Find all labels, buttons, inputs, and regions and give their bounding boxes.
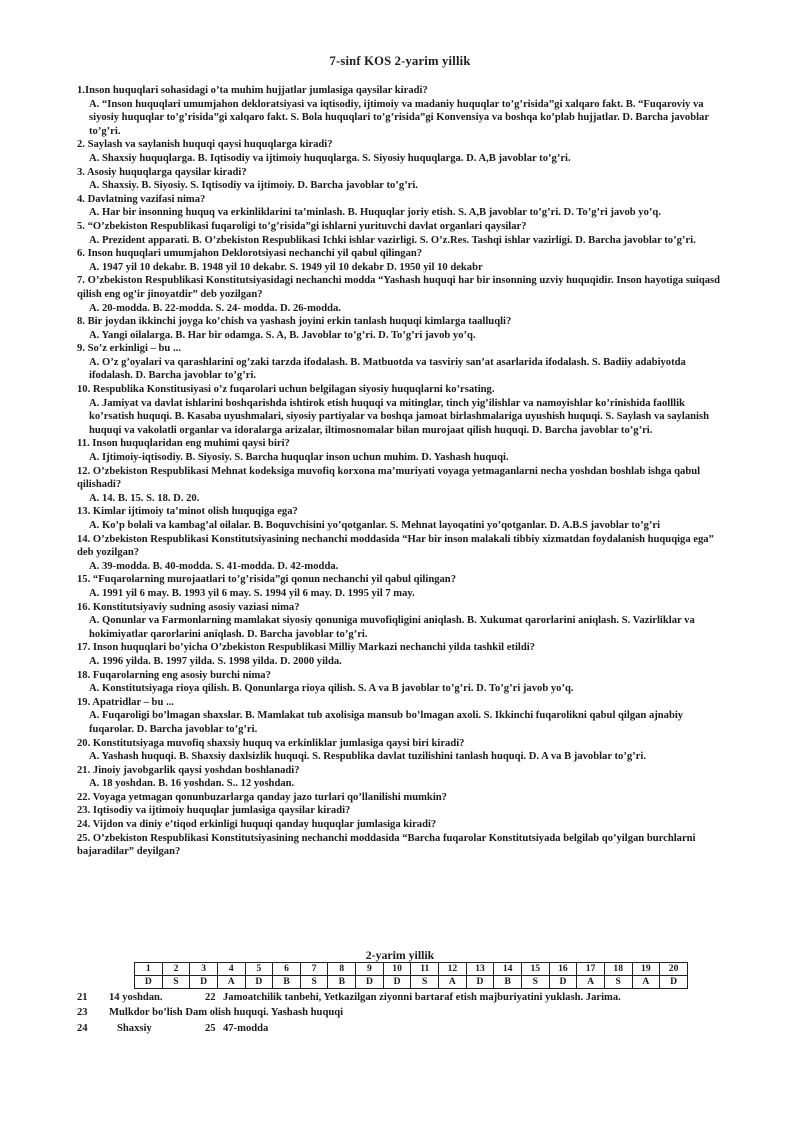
question-text: 7. O’zbekiston Respublikasi Konstitutsiyasidagi nechanchi modda “Yashash huquqi har bir insonning uzviy huquqidir. Inson hayotiga suiqasd qilish eng og’ir jinoyatdir” deb yozilgan? [77,275,721,300]
answer-table-answer-cell: D [245,976,273,989]
answer-table-answer-cell: A [439,976,467,989]
answer-table-number-cell: 19 [632,963,660,976]
answer-table-title: 2-yarim yillik [365,948,435,962]
answer-table-number-cell: 12 [439,963,467,976]
answer-number: 22 [205,992,216,1003]
answer-table-number-cell: 15 [521,963,549,976]
question-options: A. “Inson huquqlari umumjahon dekloratsiyasi va iqtisodiy, ijtimoiy va madaniy huquqlar to’g’risida”gi xalqaro fakt. B. “Fuqaroviy va siyosiy huquqlar to’g’risida”gi xalqaro fakt. S. Bola huquqlari to’g’risida”gi Konvensiya va boshqa ko’plab hujjatlar. D. Barcha javoblar to’g’ri. [89,98,709,137]
answer-table-number-cell: 9 [356,963,384,976]
question-text: 24. Vijdon va diniy e’tiqod erkinligi huquqi qanday huquqlar jumlasiga kiradi? [77,819,437,831]
answer-table-answer-cell: A [577,976,605,989]
question-text: 11. Inson huquqlaridan eng muhimi qaysi biri? [77,438,290,450]
answer-table-answer-cell: B [273,976,301,989]
question-text: 14. O’zbekiston Respublikasi Konstitutsiyasining nechanchi moddasida “Har bir inson malakali tibbiy xizmatdan foydalanish huquqiga ega” deb yozilgan? [77,533,714,559]
question-options: A. 1991 yil 6 may. B. 1993 yil 6 may. S. 1994 yil 6 may. D. 1995 yil 7 may. [89,587,415,599]
question-options: A. Shaxsiy huquqlarga. B. Iqtisodiy va ijtimoiy huquqlarga. S. Siyosiy huquqlarga. D. A,B javoblar to’g’ri. [89,152,571,164]
question-text: 18. Fuqarolarning eng asosiy burchi nima? [77,669,271,681]
question-text: 20. Konstitutsiyaga muvofiq shaxsiy huquq va erkinliklar jumlasiga qaysi biri kiradi? [77,737,465,749]
question-options: A. Shaxsiy. B. Siyosiy. S. Iqtisodiy va ijtimoiy. D. Barcha javoblar to’g’ri. [89,180,418,192]
answer-table-number-row [135,963,688,976]
question-options: A. Yashash huquqi. B. Shaxsiy daxlsizlik huquqi. S. Respublika davlat tuzilishini tanlash huquqi. D. A va B javoblar to’g’ri. [89,751,646,763]
answer-table-answer-cell: S [521,976,549,989]
question-options: A. Ko’p bolali va kambag’al oilalar. B. Boquvchisini yo’qotganlar. S. Mehnat layoqatini yo’qotganlar. D. A.B.S javoblar to’g’ri [89,520,661,531]
question-text: 2. Saylash va saylanish huquqi qaysi huquqlarga kiradi? [77,139,333,151]
question-text: 5. “O’zbekiston Respublikasi fuqaroligi to’g’risida”gi ishlarni yurituvchi davlat organlari qaysilar? [77,220,527,232]
question-text: 6. Inson huquqlari umumjahon Deklorotsiyasi nechanchi yil qabul qilingan? [77,248,423,260]
question-list [77,84,730,859]
question-text: 13. Kimlar ijtimoiy ta’minot olish huquqiga ega? [77,506,298,518]
answer-number: 24 [77,1023,88,1034]
answer-table-number-cell: 13 [466,963,494,976]
open-answers-21-22 [77,991,621,1005]
open-answers-24-25 [77,1022,268,1036]
answer-table-number-cell: 4 [217,963,245,976]
answer-table-number-cell: 18 [604,963,632,976]
question-options: A. Qonunlar va Farmonlarning mamlakat siyosiy qonuniga muvofiqligini aniqlash. B. Xukumat qarorlarini aniqlash. S. Vazirliklar va hokimiyatlar qarorlarini aniqlash. D. Barcha javoblar to’g’ri. [89,615,695,640]
answer-table-answer-cell: D [660,976,688,989]
answer-table-answer-cell: S [411,976,439,989]
question-options: A. 20-modda. B. 22-modda. S. 24- modda. D. 26-modda. [89,302,341,314]
answer-table [134,962,688,989]
question-text: 23. Iqtisodiy va ijtimoiy huquqlar jumlasiga qaysilar kiradi? [77,805,351,817]
answer-table-answer-cell: S [300,976,328,989]
question-text: 3. Asosiy huquqlarga qaysilar kiradi? [77,166,247,178]
question-text: 9. So’z erkinligi – bu ... [77,343,181,355]
question-text: 12. O’zbekiston Respublikasi Mehnat kodeksiga muvofiq korxona ma’muriyati voyaga yetmaganlarni necha yoshdan boshlab ishga qabul qilishadi? [77,465,701,491]
answer-table-number-cell: 7 [300,963,328,976]
answer-table-answer-cell: D [383,976,411,989]
question-text: 17. Inson huquqlari bo’yicha O’zbekiston Respublikasi Milliy Markazi nechanchi yilda tashkil etildi? [77,642,535,654]
answer-number: 25 [205,1023,216,1034]
answer-table-number-cell: 1 [135,963,163,976]
answer-table-number-cell: 16 [549,963,577,976]
question-options: A. Jamiyat va davlat ishlarini boshqarishda ishtirok etish huquqi va mitinglar, tinch yig’ilishlar va namoyishlar ko’rinishida faolllik ko’rsatish huquqi. B. Kasaba uyushmalari, siyosiy partiyalar va boshqa jamoat birlashmalariga uyushish huquqi. S. Saylash va saylanish huquqi va vakolatli organlar va idoralarga arizalar, iltimosnomalar bilan murojaat qilish huquqi. D. Barcha javoblar to’g’ri. [89,397,710,436]
question-options: A. Konstitutsiyaga rioya qilish. B. Qonunlarga rioya qilish. S. A va B javoblar to’g’ri. D. To’g’ri javob yo’q. [89,683,574,695]
open-answers-23 [77,1006,343,1020]
question-options: A. 1996 yilda. B. 1997 yilda. S. 1998 yilda. D. 2000 yilda. [89,655,342,667]
answer-table-number-cell: 14 [494,963,522,976]
answer-table-answer-cell: B [494,976,522,989]
question-options: A. O’z g’oyalari va qarashlarini og’zaki tarzda ifodalash. B. Matbuotda va tasviriy san’at asarlarida ifodalash. S. Badiiy adabiyotda ifodalash. D. Barcha javoblar to’g’ri. [89,356,686,382]
question-text: 8. Bir joydan ikkinchi joyga ko’chish va yashash joyini erkin tanlash huquqi kimlarga taalluqli? [77,316,512,328]
answer-table-answer-cell: A [632,976,660,989]
answer-table-number-cell: 3 [190,963,218,976]
question-options: A. Yangi oilalarga. B. Har bir odamga. S. A, B. Javoblar to’g’ri. D. To’g’ri javob yo’q. [89,329,476,341]
answer-table-number-cell: 17 [577,963,605,976]
question-options: A. Ijtimoiy-iqtisodiy. B. Siyosiy. S. Barcha huquqlar inson uchun muhim. D. Yashash huquqi. [89,452,509,464]
question-text: 22. Voyaga yetmagan qonunbuzarlarga qanday jazo turlari qo’llanilishi mumkin? [77,791,447,803]
question-text: 21. Jinoiy javobgarlik qaysi yoshdan boshlanadi? [77,764,300,776]
answer-table-number-cell: 10 [383,963,411,976]
answer-text: 47-modda [223,1023,269,1034]
answer-text: Mulkdor bo’lish Dam olish huquqi. Yashash huquqi [109,1007,344,1018]
question-options: A. 1947 yil 10 dekabr. B. 1948 yil 10 dekabr. S. 1949 yil 10 dekabr D. 1950 yil 10 dekabr [89,261,483,273]
question-text: 15. “Fuqarolarning murojaatlari to’g’risida”gi qonun nechanchi yil qabul qilingan? [77,574,456,586]
question-options: A. 14. B. 15. S. 18. D. 20. [89,492,200,504]
question-options: A. 18 yoshdan. B. 16 yoshdan. S.. 12 yoshdan. [89,778,295,790]
answer-number: 21 [77,992,88,1003]
question-text: 19. Apatridlar – bu ... [77,696,174,708]
answer-table-number-cell: 2 [162,963,190,976]
question-text: 1.Inson huquqlari sohasidagi o’ta muhim hujjatlar jumlasiga qaysilar kiradi? [77,85,428,96]
question-text: 16. Konstitutsiyaviy sudning asosiy vaziasi nima? [77,601,300,613]
answer-table-answer-cell: S [604,976,632,989]
answer-table-answer-cell: D [466,976,494,989]
answer-number: 23 [77,1007,88,1018]
answer-text: Jamoatchilik tanbehi, Yetkazilgan ziyonni bartaraf etish majburiyatini yuklash. Jarima. [223,992,621,1003]
question-text: 10. Respublika Konstitusiyasi o’z fuqarolari uchun belgilagan siyosiy huquqlarni ko’rsating. [77,384,495,396]
question-options: A. 39-modda. B. 40-modda. S. 41-modda. D. 42-modda. [89,560,339,572]
answer-table-number-cell: 5 [245,963,273,976]
answer-text: Shaxsiy [117,1023,152,1034]
answer-table-answer-cell: S [162,976,190,989]
answer-table-answer-cell: D [135,976,163,989]
answer-table-number-cell: 6 [273,963,301,976]
answer-table-number-cell: 20 [660,963,688,976]
answer-table-number-cell: 11 [411,963,439,976]
answer-text: 14 yoshdan. [109,992,163,1003]
answer-table-answer-cell: D [549,976,577,989]
question-options: A. Prezident apparati. B. O’zbekiston Respublikasi Ichki ishlar vazirligi. S. O’z.Res. Tashqi ishlar vazirligi. D. Barcha javoblar to’g’ri. [89,234,696,246]
answer-table-answer-cell: B [328,976,356,989]
answer-table-answer-cell: A [217,976,245,989]
answer-table-number-cell: 8 [328,963,356,976]
answer-table-answer-cell: D [190,976,218,989]
page-title: 7-sinf KOS 2-yarim yillik [329,54,471,68]
question-text: 25. O’zbekiston Respublikasi Konstitutsiyasining nechanchi moddasida “Barcha fuqarolar Konstitutsiyada belgilab qo’yilgan burchlarni bajaradilar” deyilgan? [77,832,696,858]
answer-table-answer-row [135,976,688,989]
question-text: 4. Davlatning vazifasi nima? [77,193,206,205]
answer-table-answer-cell: D [356,976,384,989]
question-options: A. Har bir insonning huquq va erkinliklarini ta’minlash. B. Huquqlar joriy etish. S. A,B javoblar to’g’ri. D. To’g’ri javob yo’q. [89,207,661,219]
question-options: A. Fuqaroligi bo’lmagan shaxslar. B. Mamlakat tub axolisiga mansub bo’lmagan axoli. S. Ikkinchi fuqarolikni qabul qilgan ajnabiy fuqarolar. D. Barcha javoblar to’g’ri. [89,710,684,735]
